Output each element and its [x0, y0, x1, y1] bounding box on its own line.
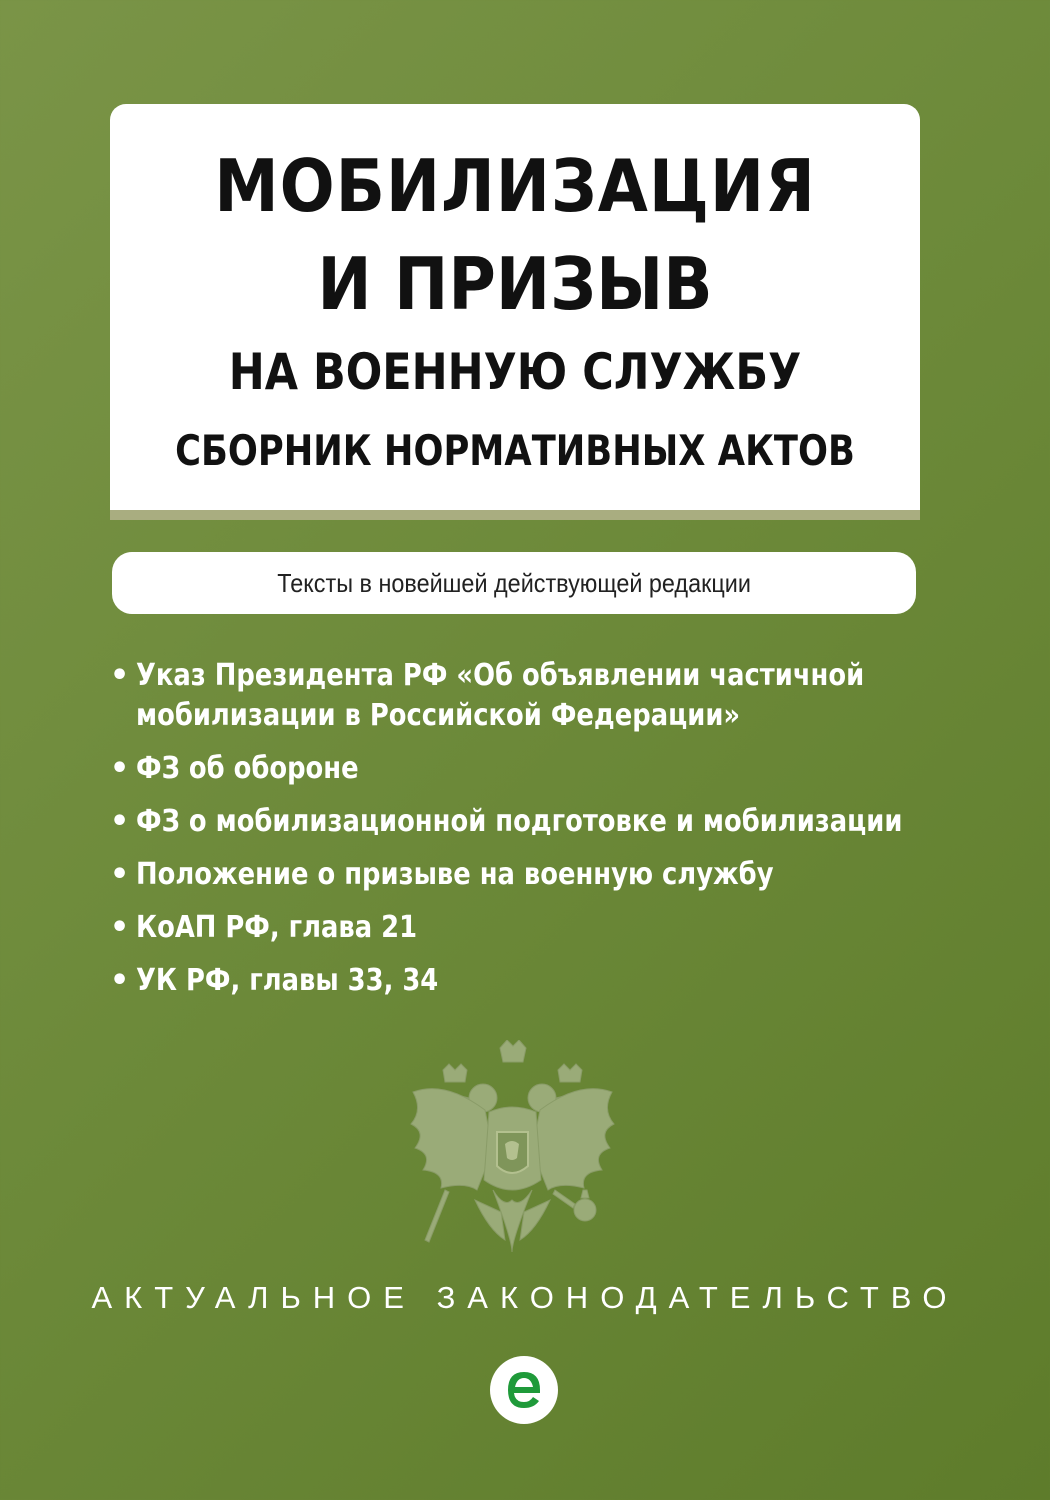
contents-item-text: КоАП РФ, глава 21: [136, 910, 418, 945]
contents-item-text: Положение о призыве на военную службу: [136, 857, 774, 892]
bullet: •: [110, 804, 130, 839]
contents-item-text: ФЗ об обороне: [136, 751, 359, 786]
edition-note-pill: [112, 552, 916, 614]
contents-item-text: УК РФ, главы 33, 34: [136, 963, 439, 998]
eksmo-logo-icon: [484, 1350, 564, 1430]
bullet: •: [110, 963, 130, 998]
contents-item-text: Указ Президента РФ «Об объявлении частичной мобилизации в Российской Федерации»: [136, 658, 865, 733]
bullet: •: [110, 658, 130, 693]
contents-item: [110, 656, 940, 736]
title-line-2: И ПРИЗЫВ: [317, 242, 713, 326]
series-name: АКТУАЛЬНОЕ ЗАКОНОДАТЕЛЬСТВО: [91, 1280, 959, 1315]
contents-item: [110, 908, 940, 948]
title-box: [110, 104, 920, 510]
title-line-1: МОБИЛИЗАЦИЯ: [214, 144, 816, 228]
bullet: •: [110, 857, 130, 892]
title-line-3: НА ВОЕННУЮ СЛУЖБУ: [228, 343, 802, 401]
contents-item: [110, 802, 940, 842]
bullet: •: [110, 910, 130, 945]
bullet: •: [110, 751, 130, 786]
contents-item: [110, 855, 940, 895]
contents-item-text: ФЗ о мобилизационной подготовке и мобилизации: [136, 804, 903, 839]
contents-item: [110, 961, 940, 1001]
contents-list: [110, 656, 940, 1014]
contents-item: [110, 749, 940, 789]
title-box-shadow: [110, 510, 920, 520]
subtitle: СБОРНИК НОРМАТИВНЫХ АКТОВ: [175, 426, 855, 475]
double-headed-eagle-icon: [405, 1040, 620, 1260]
edition-note: Тексты в новейшей действующей редакции: [277, 567, 751, 598]
